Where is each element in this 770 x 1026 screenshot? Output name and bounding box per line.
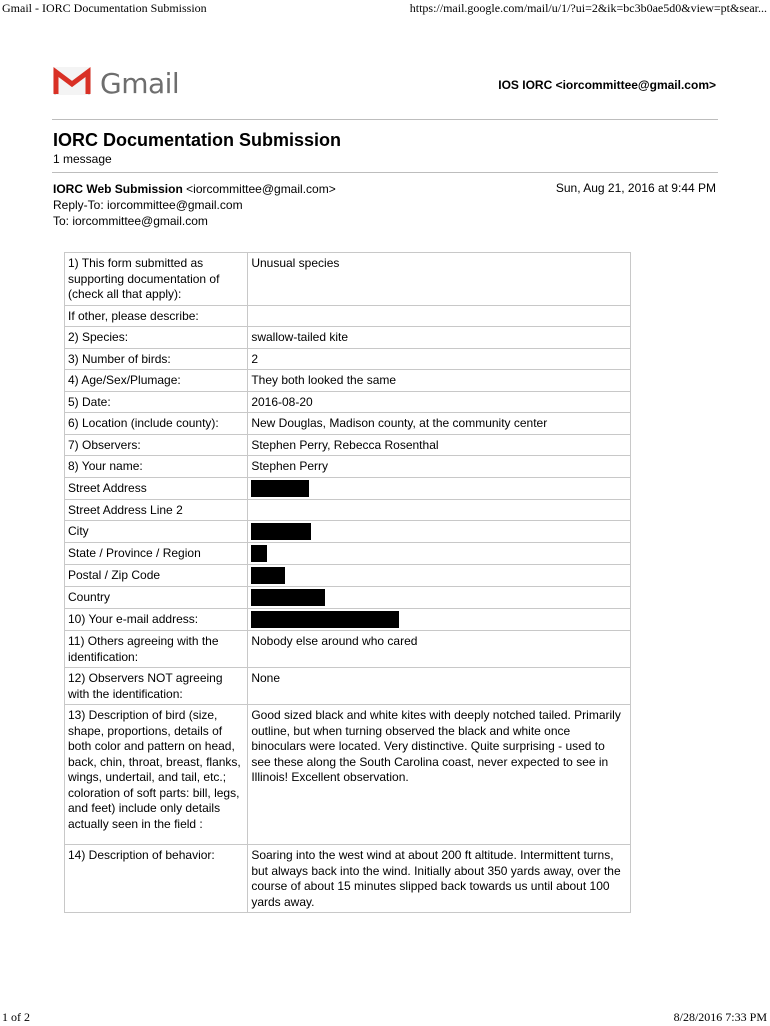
field-label: 5) Date: — [65, 391, 248, 413]
field-value: Stephen Perry — [248, 456, 631, 478]
field-value: None — [248, 668, 631, 705]
field-value: They both looked the same — [248, 370, 631, 392]
redaction-block — [251, 545, 267, 562]
table-row — [65, 543, 631, 565]
field-value — [248, 565, 631, 587]
table-row — [65, 391, 631, 413]
print-title: Gmail - IORC Documentation Submission — [2, 1, 207, 15]
table-row — [65, 370, 631, 392]
gmail-wordmark: Gmail — [100, 66, 180, 100]
table-row — [65, 456, 631, 478]
table-row — [65, 845, 631, 913]
field-value — [248, 543, 631, 565]
redaction-block — [251, 567, 285, 584]
redaction-block — [251, 480, 309, 497]
table-row — [65, 434, 631, 456]
gmail-m-logo-icon — [52, 65, 92, 102]
table-row — [65, 305, 631, 327]
reply-to: Reply-To: iorcommittee@gmail.com — [53, 198, 243, 212]
table-row — [65, 587, 631, 609]
table-row — [65, 609, 631, 631]
table-row — [65, 521, 631, 543]
field-label: 13) Description of bird (size, shape, proportions, details of both color and pattern on head, back, chin, throat, breast, flanks, wings, undertail, and tail, etc.; coloration of soft parts: bill, legs, and feet) include only details actually seen in the field : — [65, 705, 248, 845]
gmail-brand — [52, 66, 179, 100]
print-header — [0, 1, 770, 17]
message-date: Sun, Aug 21, 2016 at 9:44 PM — [555, 181, 716, 195]
sender-email: <iorcommittee@gmail.com> — [186, 182, 336, 196]
table-row — [65, 253, 631, 306]
field-value — [248, 499, 631, 521]
print-url[interactable]: https://mail.google.com/mail/u/1/?ui=2&ik=bc3b0ae5d0&view=pt&sear... — [409, 1, 767, 15]
field-value: Soaring into the west wind at about 200 ft altitude. Intermittent turns, but always back into the wind. Initially about 350 yards away, over the course of about 15 minutes slipped back towards us until about 100 yards away. — [248, 845, 631, 913]
field-value: swallow-tailed kite — [248, 327, 631, 349]
recipient: To: iorcommittee@gmail.com — [53, 214, 208, 228]
field-value: 2 — [248, 348, 631, 370]
sender-name: IORC Web Submission — [53, 182, 183, 196]
field-label: State / Province / Region — [65, 543, 248, 565]
field-value — [248, 477, 631, 499]
page-number: 1 of 2 — [2, 1010, 30, 1024]
field-value: Stephen Perry, Rebecca Rosenthal — [248, 434, 631, 456]
account-label: IOS IORC <iorcommittee@gmail.com> — [498, 78, 716, 92]
table-row — [65, 631, 631, 668]
field-value: 2016-08-20 — [248, 391, 631, 413]
field-label: Street Address Line 2 — [65, 499, 248, 521]
message-header — [53, 181, 336, 229]
table-row — [65, 477, 631, 499]
field-label: 6) Location (include county): — [65, 413, 248, 435]
field-value — [248, 609, 631, 631]
header-divider — [52, 119, 718, 120]
field-value — [248, 305, 631, 327]
field-value: New Douglas, Madison county, at the community center — [248, 413, 631, 435]
print-timestamp: 8/28/2016 7:33 PM — [673, 1010, 767, 1024]
table-row — [65, 327, 631, 349]
field-label: If other, please describe: — [65, 305, 248, 327]
redaction-block — [251, 611, 399, 628]
field-value: Nobody else around who cared — [248, 631, 631, 668]
field-label: City — [65, 521, 248, 543]
table-row — [65, 348, 631, 370]
field-label: Street Address — [65, 477, 248, 499]
field-label: 11) Others agreeing with the identification: — [65, 631, 248, 668]
subject-divider — [52, 172, 718, 173]
field-label: 12) Observers NOT agreeing with the identification: — [65, 668, 248, 705]
submission-table — [64, 252, 631, 913]
field-label: 7) Observers: — [65, 434, 248, 456]
field-label: 2) Species: — [65, 327, 248, 349]
field-label: 8) Your name: — [65, 456, 248, 478]
table-row — [65, 499, 631, 521]
field-label: 4) Age/Sex/Plumage: — [65, 370, 248, 392]
table-row — [65, 705, 631, 845]
redaction-block — [251, 523, 311, 540]
field-label: Country — [65, 587, 248, 609]
field-label: 14) Description of behavior: — [65, 845, 248, 913]
table-row — [65, 413, 631, 435]
field-label: 3) Number of birds: — [65, 348, 248, 370]
table-row — [65, 565, 631, 587]
message-count: 1 message — [53, 152, 112, 166]
table-row — [65, 668, 631, 705]
redaction-block — [251, 589, 325, 606]
field-value: Unusual species — [248, 253, 631, 306]
field-label: 1) This form submitted as supporting documentation of (check all that apply): — [65, 253, 248, 306]
field-value — [248, 587, 631, 609]
field-value — [248, 521, 631, 543]
email-subject: IORC Documentation Submission — [53, 130, 342, 150]
field-label: Postal / Zip Code — [65, 565, 248, 587]
field-label: 10) Your e-mail address: — [65, 609, 248, 631]
field-value: Good sized black and white kites with deeply notched tailed. Primarily outline, but when turning observed the black and white once binoculars were located. Very distinctive. Quite surprising - used to see these along the South Carolina coast, never expected to see in Illinois! Excellent observation. — [248, 705, 631, 845]
